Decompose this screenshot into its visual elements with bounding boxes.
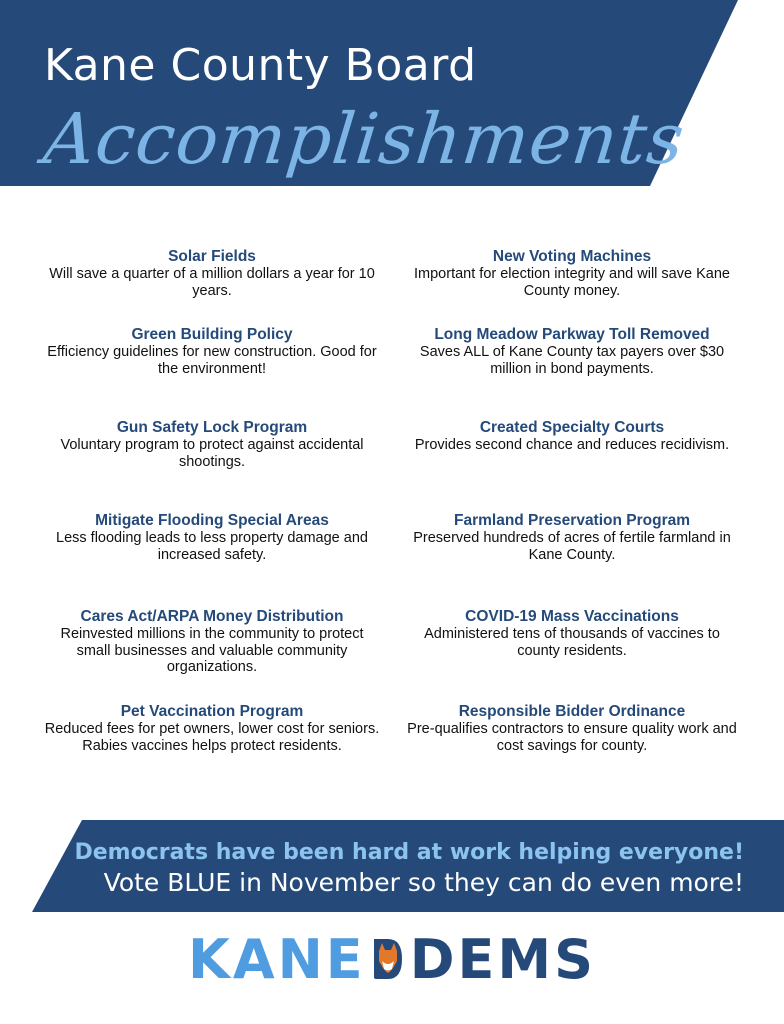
page-title: Kane County Board: [44, 40, 477, 91]
item-title: Pet Vaccination Program: [120, 703, 304, 720]
item-title: Created Specialty Courts: [479, 419, 665, 436]
logo-dems-text: DEMS: [409, 928, 597, 991]
item-description: Reduced fees for pet owners, lower cost for seniors. Rabies vaccines helps protect residents.: [44, 721, 380, 754]
item-title: Responsible Bidder Ordinance: [458, 703, 686, 720]
item-title: Solar Fields: [168, 248, 256, 265]
page-subtitle: Accomplishments: [40, 98, 689, 180]
item-description: Administered tens of thousands of vaccines to county residents.: [424, 626, 720, 659]
item-title: COVID-19 Mass Vaccinations: [465, 608, 679, 625]
item-description: Preserved hundreds of acres of fertile farmland in Kane County.: [413, 530, 731, 563]
accomplishment-item: [42, 703, 382, 754]
footer-call-to-action: Vote BLUE in November so they can do even more!: [103, 868, 744, 897]
accomplishment-item: [402, 419, 742, 454]
item-title: Green Building Policy: [131, 326, 293, 343]
item-title: Long Meadow Parkway Toll Removed: [434, 326, 710, 343]
item-title: Farmland Preservation Program: [453, 512, 691, 529]
accomplishment-item: [42, 248, 382, 299]
logo-kane-text: KANE: [187, 928, 366, 991]
accomplishment-item: [42, 419, 382, 470]
item-description: Important for election integrity and will save Kane County money.: [414, 266, 730, 299]
kanedems-logo: [0, 930, 784, 990]
accomplishment-item: [402, 703, 742, 754]
item-description: Less flooding leads to less property damage and increased safety.: [56, 530, 368, 563]
footer-slogan: Democrats have been hard at work helping everyone!: [74, 840, 744, 865]
item-title: Cares Act/ARPA Money Distribution: [80, 608, 344, 625]
item-description: Saves ALL of Kane County tax payers over $30 million in bond payments.: [419, 344, 725, 377]
accomplishment-item: [42, 512, 382, 563]
item-title: Mitigate Flooding Special Areas: [95, 512, 329, 529]
fox-icon: [370, 937, 406, 981]
accomplishment-item: [42, 326, 382, 377]
item-description: Voluntary program to protect against accidental shootings.: [60, 437, 364, 470]
accomplishment-item: [42, 608, 382, 676]
accomplishment-item: [402, 512, 742, 563]
accomplishment-item: [402, 326, 742, 377]
item-description: Reinvested millions in the community to protect small businesses and valuable community organizations.: [60, 626, 364, 675]
footer-banner: [0, 820, 784, 912]
item-description: Will save a quarter of a million dollars a year for 10 years.: [49, 266, 375, 299]
item-title: Gun Safety Lock Program: [116, 419, 308, 436]
item-title: New Voting Machines: [492, 248, 652, 265]
item-description: Provides second chance and reduces recidivism.: [414, 437, 730, 453]
item-description: Efficiency guidelines for new construction. Good for the environment!: [47, 344, 377, 377]
accomplishment-item: [402, 608, 742, 659]
item-description: Pre-qualifies contractors to ensure quality work and cost savings for county.: [407, 721, 737, 754]
accomplishment-item: [402, 248, 742, 299]
